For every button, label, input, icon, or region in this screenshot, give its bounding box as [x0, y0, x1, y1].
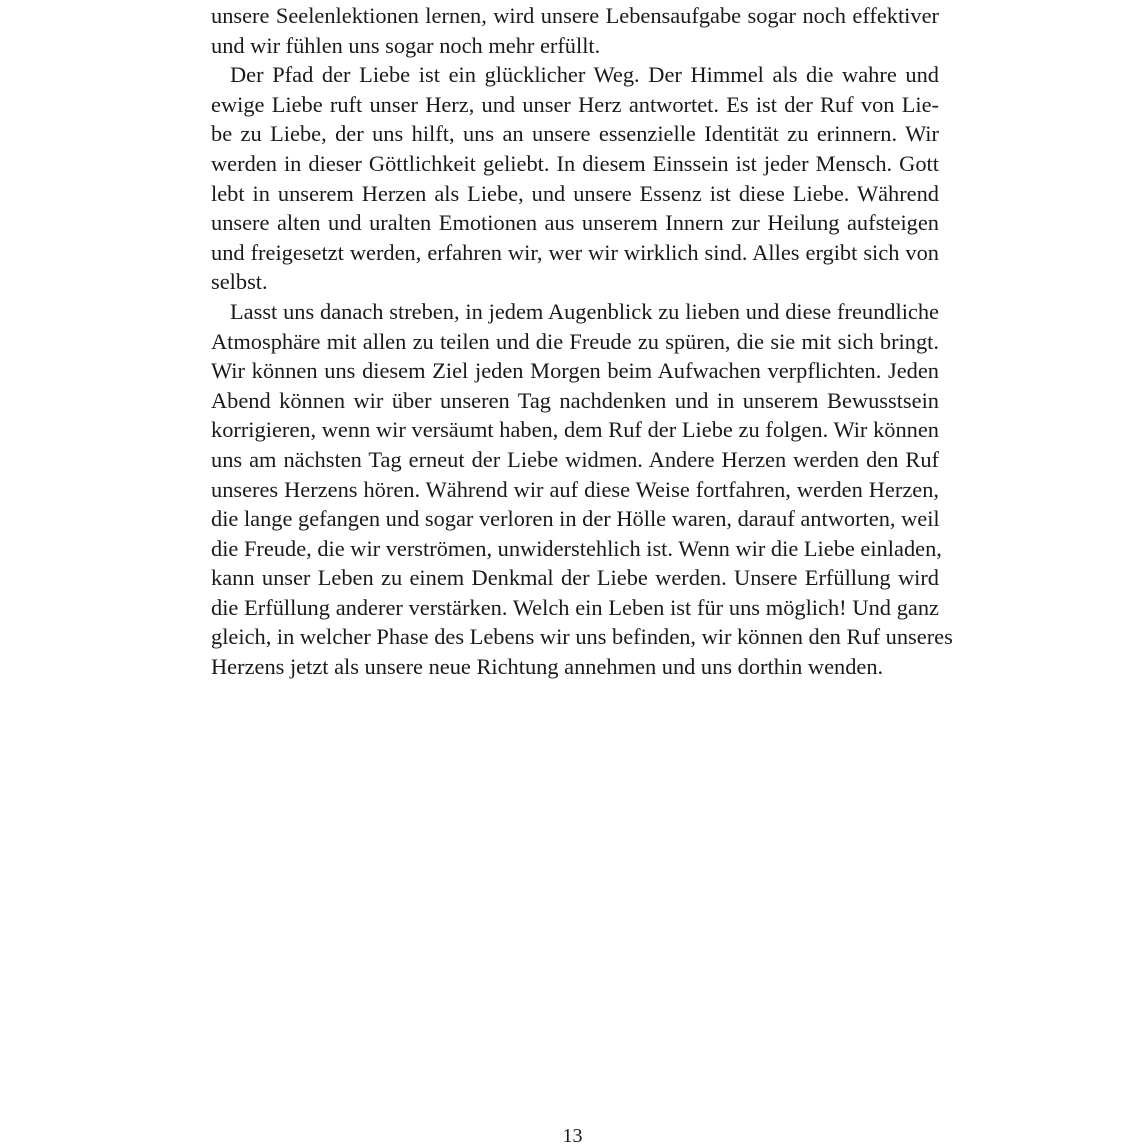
text-line: werden in dieser Göttlichkeit geliebt. In diesem Einssein ist jeder Mensch. Gott [211, 150, 939, 176]
text-line: ewige Liebe ruft unser Herz, und unser Herz antwortet. Es ist der Ruf von Lie- [211, 91, 939, 117]
text-line: gleich, in welcher Phase des Lebens wir uns befinden, wir können den Ruf unseres [211, 624, 953, 650]
text-line: Abend können wir über unseren Tag nachdenken und in unserem Bewusstsein [211, 387, 939, 413]
text-line: und freigesetzt werden, erfahren wir, wer wir wirklich sind. Alles ergibt sich von [211, 239, 939, 265]
text-line: Der Pfad der Liebe ist ein glücklicher Weg. Der Himmel als die wahre und [230, 62, 939, 88]
text-line: lebt in unserem Herzen als Liebe, und unsere Essenz ist diese Liebe. Während [211, 180, 939, 206]
page-number: 13 [562, 1125, 583, 1147]
text-line: uns am nächsten Tag erneut der Liebe widmen. Andere Herzen werden den Ruf [211, 446, 939, 472]
text-line: korrigieren, wenn wir versäumt haben, dem Ruf der Liebe zu folgen. Wir können [211, 417, 939, 443]
text-line: unsere Seelenlektionen lernen, wird unsere Lebensaufgabe sogar noch effektiver [211, 3, 939, 28]
text-line: Herzens jetzt als unsere neue Richtung annehmen und uns dorthin wenden. [211, 654, 884, 680]
text-line: und wir fühlen uns sogar noch mehr erfüllt. [211, 32, 601, 58]
text-line: Wir können uns diesem Ziel jeden Morgen beim Aufwachen verpflichten. Jeden [211, 358, 939, 384]
text-line: unseres Herzens hören. Während wir auf diese Weise fortfahren, werden Herzen, [211, 476, 939, 502]
text-line: die lange gefangen und sogar verloren in der Hölle waren, darauf antworten, weil [211, 506, 940, 532]
text-line: Lasst uns danach streben, in jedem Augenblick zu lieben und diese freundliche [230, 298, 939, 324]
paragraph [211, 60, 939, 297]
text-line: die Erfüllung anderer verstärken. Welch ein Leben ist für uns möglich! Und ganz [211, 594, 939, 620]
paragraph [211, 297, 953, 682]
text-line: Atmosphäre mit allen zu teilen und die Freude zu spüren, die sie mit sich bringt. [211, 328, 939, 354]
text-line: unsere alten und uralten Emotionen aus unserem Innern zur Heilung aufsteigen [211, 210, 939, 236]
body-text [211, 1, 953, 682]
text-line: selbst. [211, 269, 268, 295]
paragraph [211, 1, 939, 60]
text-line: die Freude, die wir verströmen, unwiderstehlich ist. Wenn wir die Liebe einladen, [211, 535, 942, 561]
text-line: kann unser Leben zu einem Denkmal der Liebe werden. Unsere Erfüllung wird [211, 565, 939, 591]
text-line: be zu Liebe, der uns hilft, uns an unsere essenzielle Identität zu erinnern. Wir [211, 121, 939, 147]
